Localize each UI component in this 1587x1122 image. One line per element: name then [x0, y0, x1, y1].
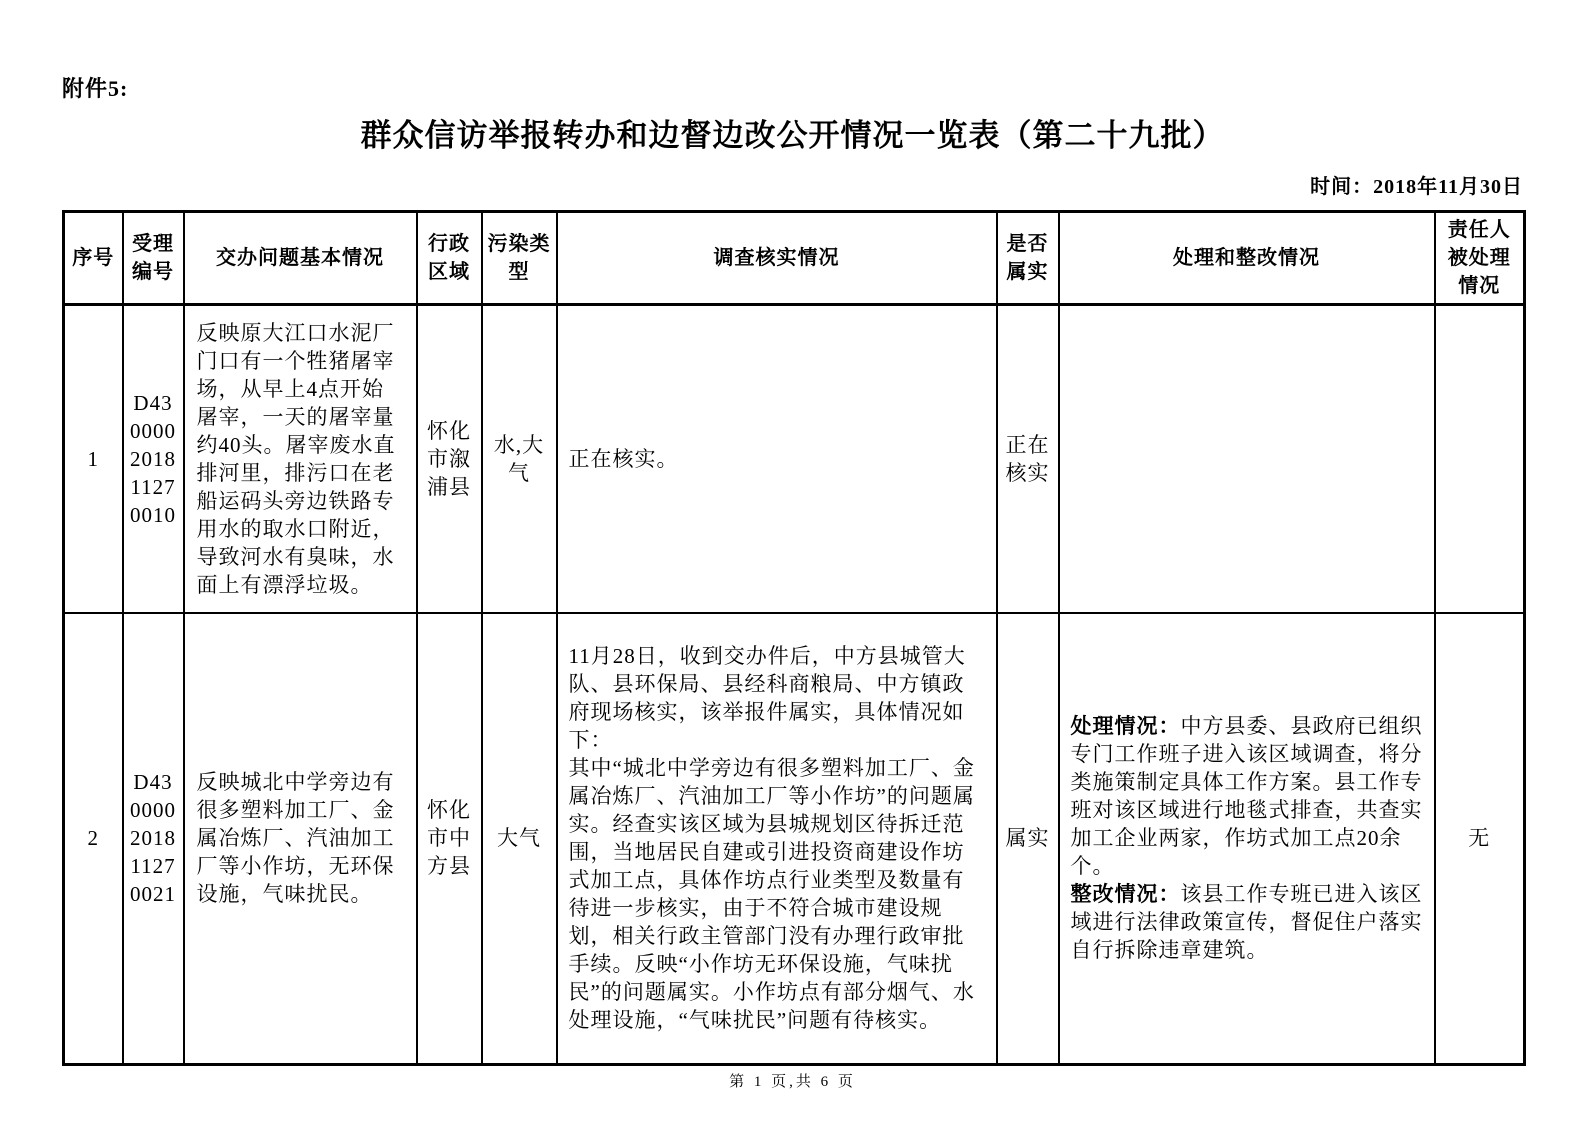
cell-case-no: D430000201811270021 — [123, 613, 184, 1065]
cell-accountability: 无 — [1435, 613, 1525, 1065]
report-table — [62, 210, 1526, 1066]
header-row — [64, 212, 1525, 305]
column-header-seq: 序号 — [64, 212, 123, 305]
paragraph: 11月28日，收到交办件后，中方县城管大队、县环保局、县经科商粮局、中方镇政府现场核实，该举报件属实，具体情况如下： — [568, 644, 966, 753]
cell-seq: 1 — [64, 305, 123, 613]
paragraph-text: 中方县委、县政府已组织专门工作班子进入该区域调查，将分类施策制定具体工作方案。县工作专班对该区域进行地毯式排查，共查实加工企业两家，作坊式加工点20余个。 — [1070, 714, 1423, 879]
cell-problem: 反映城北中学旁边有很多塑料加工厂、金属冶炼厂、汽油加工厂等小作坊，无环保设施，气味扰民。 — [184, 613, 417, 1065]
cell-accountability — [1435, 305, 1525, 613]
cell-pollution-type: 水,大气 — [482, 305, 557, 613]
table-row — [64, 613, 1525, 1065]
table-body — [64, 305, 1525, 1065]
paragraph: 其中“城北中学旁边有很多塑料加工厂、金属冶炼厂、汽油加工厂等小作坊”的问题属实。经查实该区域为县城规划区待拆迁范围，当地居民自建或引进投资商建设作坊式加工点，具体作坊点行业类型及数量有待进一步核实，由于不符合城市建设规划，相关行政主管部门没有办理行政审批手续。反映“小作坊无环保设施，气味扰民”的问题属实。小作坊点有部分烟气、水处理设施，“气味扰民”问题有待核实。 — [568, 756, 975, 1033]
paragraph-label: 处理情况： — [1070, 714, 1181, 739]
cell-case-no: D430000201811270010 — [123, 305, 184, 613]
cell-is-true: 正在核实 — [997, 305, 1059, 613]
table-header — [64, 212, 1525, 305]
labeled-paragraph — [1071, 880, 1423, 964]
page-number: 第 1 页,共 6 页 — [729, 1074, 856, 1090]
page-title: 群众信访举报转办和边督边改公开情况一览表（第二十九批） — [360, 118, 1225, 153]
column-header-accountability: 责任人被处理情况 — [1435, 212, 1525, 305]
column-header-region: 行政区域 — [417, 212, 482, 305]
cell-region: 怀化市中方县 — [417, 613, 482, 1065]
attachment-label: 附件5: — [62, 76, 129, 101]
cell-problem: 反映原大江口水泥厂门口有一个牲猪屠宰场，从早上4点开始屠宰，一天的屠宰量约40头。屠宰废水直排河里，排污口在老船运码头旁边铁路专用水的取水口附近，导致河水有臭味，水面上有漂浮垃圾。 — [184, 305, 417, 613]
column-header-is-true: 是否属实 — [997, 212, 1059, 305]
column-header-handling: 处理和整改情况 — [1059, 212, 1435, 305]
column-header-problem: 交办问题基本情况 — [184, 212, 417, 305]
paragraph: 正在核实。 — [568, 446, 679, 471]
cell-pollution-type: 大气 — [482, 613, 557, 1065]
column-header-verification: 调查核实情况 — [557, 212, 997, 305]
cell-seq: 2 — [64, 613, 123, 1065]
cell-verification — [557, 305, 997, 613]
cell-handling — [1059, 613, 1435, 1065]
labeled-paragraph — [1071, 712, 1423, 880]
paragraph-label: 整改情况： — [1070, 882, 1181, 907]
cell-is-true: 属实 — [997, 613, 1059, 1065]
column-header-pollution-type: 污染类型 — [482, 212, 557, 305]
column-header-case-no: 受理编号 — [123, 212, 184, 305]
cell-handling — [1059, 305, 1435, 613]
cell-verification — [557, 613, 997, 1065]
table-row — [64, 305, 1525, 613]
paragraph-text: 该县工作专班已进入该区域进行法律政策宣传，督促住户落实自行拆除违章建筑。 — [1070, 882, 1423, 963]
cell-region: 怀化市溆浦县 — [417, 305, 482, 613]
date-line: 时间：2018年11月30日 — [1310, 176, 1523, 198]
